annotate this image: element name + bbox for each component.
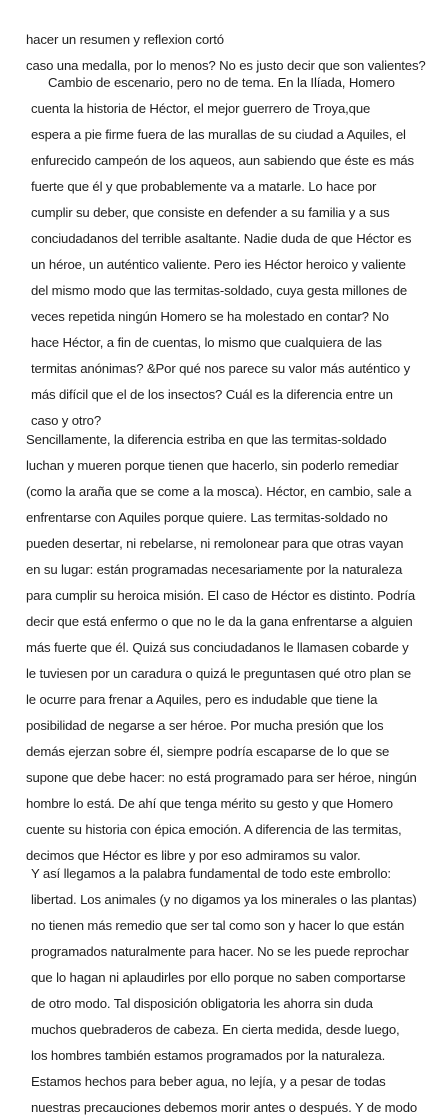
text-line: que lo hagan ni aplaudirles por ello porque no saben comportarse <box>31 970 406 985</box>
text-line: en su lugar: están programadas necesariamente por la naturaleza <box>26 562 403 577</box>
text-line: no tienen más remedio que ser tal como son y hacer lo que están <box>31 918 405 933</box>
text-line: veces repetida ningún Homero se ha molestado en contar? No <box>31 309 389 324</box>
text-line: caso y otro? <box>31 413 102 428</box>
text-line: Sencillamente, la diferencia estriba en que las termitas-soldado <box>26 432 387 447</box>
text-line: más difícil que el de los insectos? Cuál es la diferencia entre un <box>31 387 393 402</box>
text-line: luchan y mueren porque tienen que hacerlo, sin poderlo remediar <box>26 458 399 473</box>
text-line: posibilidad de negarse a ser héroe. Por mucha presión que los <box>26 718 384 733</box>
text-line: hace Héctor, a fin de cuentas, lo mismo que cualquiera de las <box>31 335 382 350</box>
text-line: del mismo modo que las termitas-soldado, cuya gesta millones de <box>31 283 408 298</box>
text-line: (como la araña que se come a la mosca). Héctor, en cambio, sale a <box>26 484 412 499</box>
text-line: termitas anónimas? &Por qué nos parece su valor más auténtico y <box>31 361 411 376</box>
text-line: caso una medalla, por lo menos? No es justo decir que son valientes? <box>26 58 426 73</box>
text-line: un héroe, un auténtico valiente. Pero ies Héctor heroico y valiente <box>31 257 406 272</box>
text-line: cuente su historia con épica emoción. A diferencia de las termitas, <box>26 822 402 837</box>
text-line: fuerte que él y que probablemente va a matarle. Lo hace por <box>31 179 377 194</box>
text-line: nuestras precauciones debemos morir antes o después. Y de modo <box>31 1100 418 1115</box>
text-line: le ocurre para frenar a Aquiles, pero es indudable que tiene la <box>26 692 378 707</box>
text-line: espera a pie firme fuera de las murallas de su ciudad a Aquiles, el <box>31 127 406 142</box>
text-line: programados naturalmente para hacer. No se les puede reprochar <box>31 944 409 959</box>
text-line: libertad. Los animales (y no digamos ya los minerales o las plantas) <box>31 892 417 907</box>
text-line: demás ejerzan sobre él, siempre podría escaparse de lo que se <box>26 744 390 759</box>
text-line: Cambio de escenario, pero no de tema. En la Ilíada, Homero <box>48 75 395 90</box>
text-line: le tuviesen por un caradura o quizá le preguntasen qué otro plan se <box>26 666 412 681</box>
text-line: enfrentarse con Aquiles porque quiere. Las termitas-soldado no <box>26 510 388 525</box>
text-line: hombre lo está. De ahí que tenga mérito su gesto y que Homero <box>26 796 393 811</box>
text-line: para cumplir su heroica misión. El caso de Héctor es distinto. Podría <box>26 588 416 603</box>
text-line: los hombres también estamos programados por la naturaleza. <box>31 1048 386 1063</box>
text-line: de otro modo. Tal disposición obligatoria les ahorra sin duda <box>31 996 373 1011</box>
text-line: decir que está enfermo o que no le da la gana enfrentarse a alguien <box>26 614 413 629</box>
text-line: decimos que Héctor es libre y por eso admiramos su valor. <box>26 848 361 863</box>
text-line: cumplir su deber, que consiste en defender a su familia y a sus <box>31 205 390 220</box>
text-line: supone que debe hacer: no está programado para ser héroe, ningún <box>26 770 417 785</box>
text-line: conciudadanos del terrible asaltante. Nadie duda de que Héctor es <box>31 231 412 246</box>
text-line: Estamos hechos para beber agua, no lejía, y a pesar de todas <box>31 1074 386 1089</box>
text-line: hacer un resumen y reflexion cortó <box>26 32 224 47</box>
text-line: cuenta la historia de Héctor, el mejor guerrero de Troya,que <box>31 101 371 116</box>
text-line: pueden desertar, ni rebelarse, ni remolonear para que otras vayan <box>26 536 404 551</box>
text-line: Y así llegamos a la palabra fundamental de todo este embrollo: <box>31 866 391 881</box>
text-line: muchos quebraderos de cabeza. En cierta medida, desde luego, <box>31 1022 400 1037</box>
text-line: más fuerte que él. Quizá sus conciudadanos le llamasen cobarde y <box>26 640 409 655</box>
text-line: enfurecido campeón de los aqueos, aun sabiendo que éste es más <box>31 153 414 168</box>
